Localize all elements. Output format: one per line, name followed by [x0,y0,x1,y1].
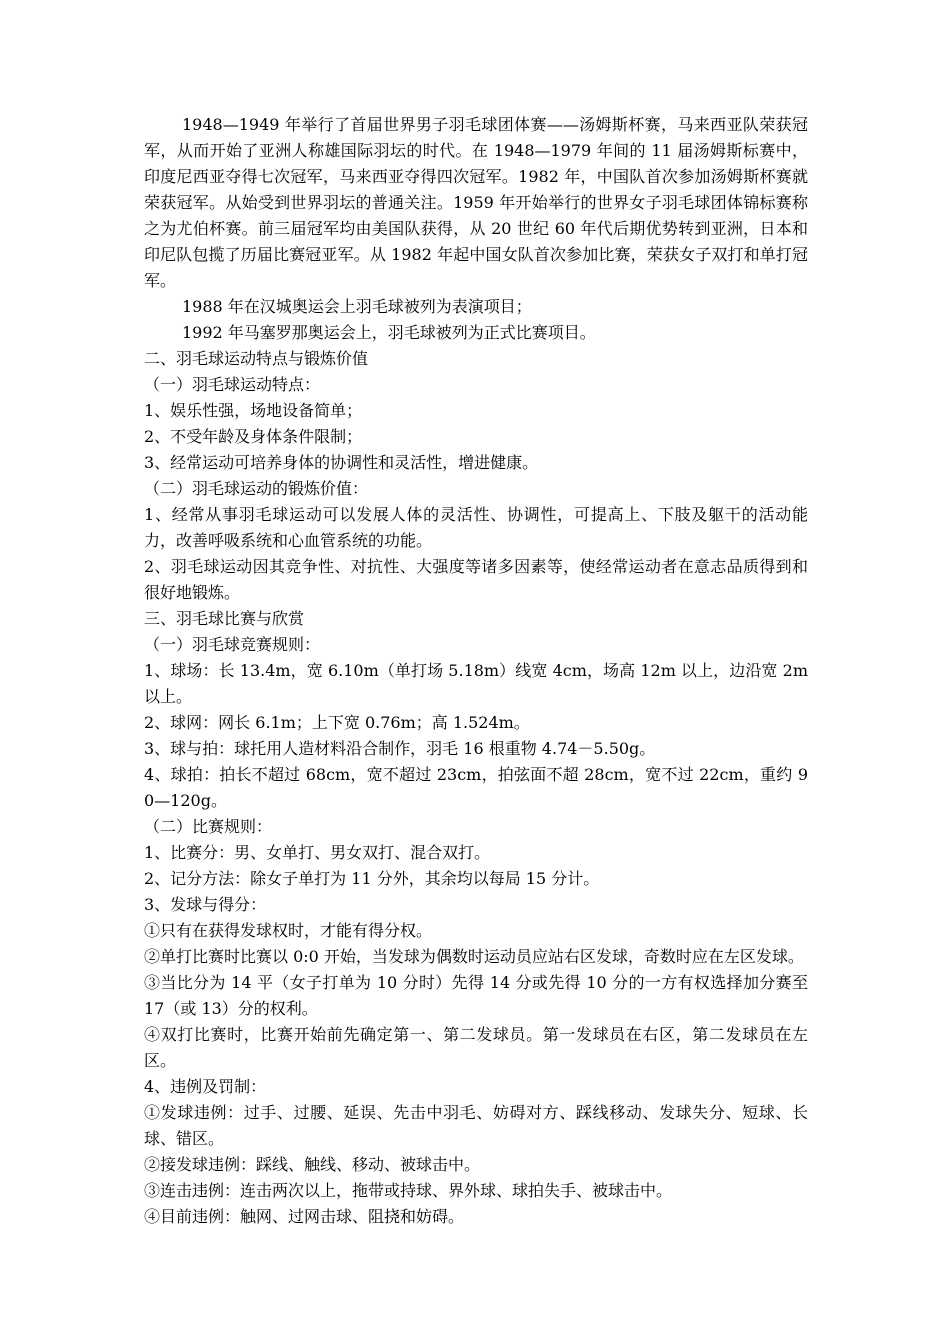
paragraph-0: 1948—1949 年举行了首届世界男子羽毛球团体赛——汤姆斯杯赛，马来西亚队荣获冠军，从而开始了亚洲人称雄国际羽坛的时代。在 1948—1979 年间的 11 届汤姆斯标赛中，印度尼西亚夺得七次冠军，马来西亚夺得四次冠军。1982 年，中国队首次参加汤姆斯杯赛就荣获冠军。从始受到世界羽坛的普通关注。1959 年开始举行的世界女子羽毛球团体锦标赛称之为尤伯杯赛。前三届冠军均由美国队获得，从 20 世纪 60 年代后期优势转到亚洲，日本和印尼队包揽了历届比赛冠亚军。从 1982 年起中国女队首次参加比赛，荣获女子双打和单打冠军。 [144,115,808,290]
paragraph-18: 1、比赛分：男、女单打、男女双打、混合双打。 [144,843,491,862]
paragraph-20: 3、发球与得分： [144,895,267,914]
paragraph-3: 二、羽毛球运动特点与锻炼价值 [144,349,369,368]
paragraph-24: ④双打比赛时，比赛开始前先确定第一、第二发球员。第一发球员在右区，第二发球员在左区。 [144,1025,808,1070]
paragraph-13: 1、球场：长 13.4m，宽 6.10m（单打场 5.18m）线宽 4cm，场高 12m 以上，边沿宽 2m 以上。 [144,661,808,706]
paragraph-21: ①只有在获得发球权时，才能有得分权。 [144,921,433,940]
paragraph-11: 三、羽毛球比赛与欣赏 [144,609,305,628]
paragraph-26: ①发球违例：过手、过腰、延误、先击中羽毛、妨碍对方、踩线移动、发球失分、短球、长球、错区。 [144,1103,808,1148]
paragraph-23: ③当比分为 14 平（女子打单为 10 分时）先得 14 分或先得 10 分的一方有权选择加分赛至 17（或 13）分的权利。 [144,973,808,1018]
paragraph-9: 1、经常从事羽毛球运动可以发展人体的灵活性、协调性，可提高上、下肢及躯干的活动能力，改善呼吸系统和心血管系统的功能。 [144,505,808,550]
document-body [144,112,808,1230]
paragraph-17: （二）比赛规则： [144,817,273,836]
paragraph-19: 2、记分方法：除女子单打为 11 分外，其余均以每局 15 分计。 [144,869,600,888]
paragraph-15: 3、球与拍：球托用人造材料沿合制作，羽毛 16 根重物 4.74－5.50g。 [144,739,656,758]
paragraph-10: 2、羽毛球运动因其竞争性、对抗性、大强度等诸多因素等，使经常运动者在意志品质得到和很好地锻炼。 [144,557,808,602]
paragraph-8: （二）羽毛球运动的锻炼价值： [144,479,369,498]
paragraph-27: ②接发球违例：踩线、触线、移动、被球击中。 [144,1155,481,1174]
paragraph-1: 1988 年在汉城奥运会上羽毛球被列为表演项目； [182,297,532,316]
paragraph-25: 4、违例及罚制： [144,1077,267,1096]
paragraph-29: ④目前违例：触网、过网击球、阻挠和妨碍。 [144,1207,465,1226]
paragraph-22: ②单打比赛时比赛以 0:0 开始，当发球为偶数时运动员应站右区发球，奇数时应在左区发球。 [144,947,804,966]
paragraph-7: 3、经常运动可培养身体的协调性和灵活性，增进健康。 [144,453,539,472]
paragraph-5: 1、娱乐性强，场地设备简单； [144,401,363,420]
paragraph-16: 4、球拍：拍长不超过 68cm，宽不超过 23cm，拍弦面不超 28cm，宽不过 22cm，重约 90—120g。 [144,765,808,810]
paragraph-6: 2、不受年龄及身体条件限制； [144,427,363,446]
paragraph-28: ③连击违例：连击两次以上，拖带或持球、界外球、球拍失手、被球击中。 [144,1181,673,1200]
paragraph-12: （一）羽毛球竞赛规则： [144,635,321,654]
paragraph-14: 2、球网：网长 6.1m；上下宽 0.76m；高 1.524m。 [144,713,530,732]
paragraph-2: 1992 年马塞罗那奥运会上，羽毛球被列为正式比赛项目。 [182,323,596,342]
paragraph-4: （一）羽毛球运动特点： [144,375,321,394]
